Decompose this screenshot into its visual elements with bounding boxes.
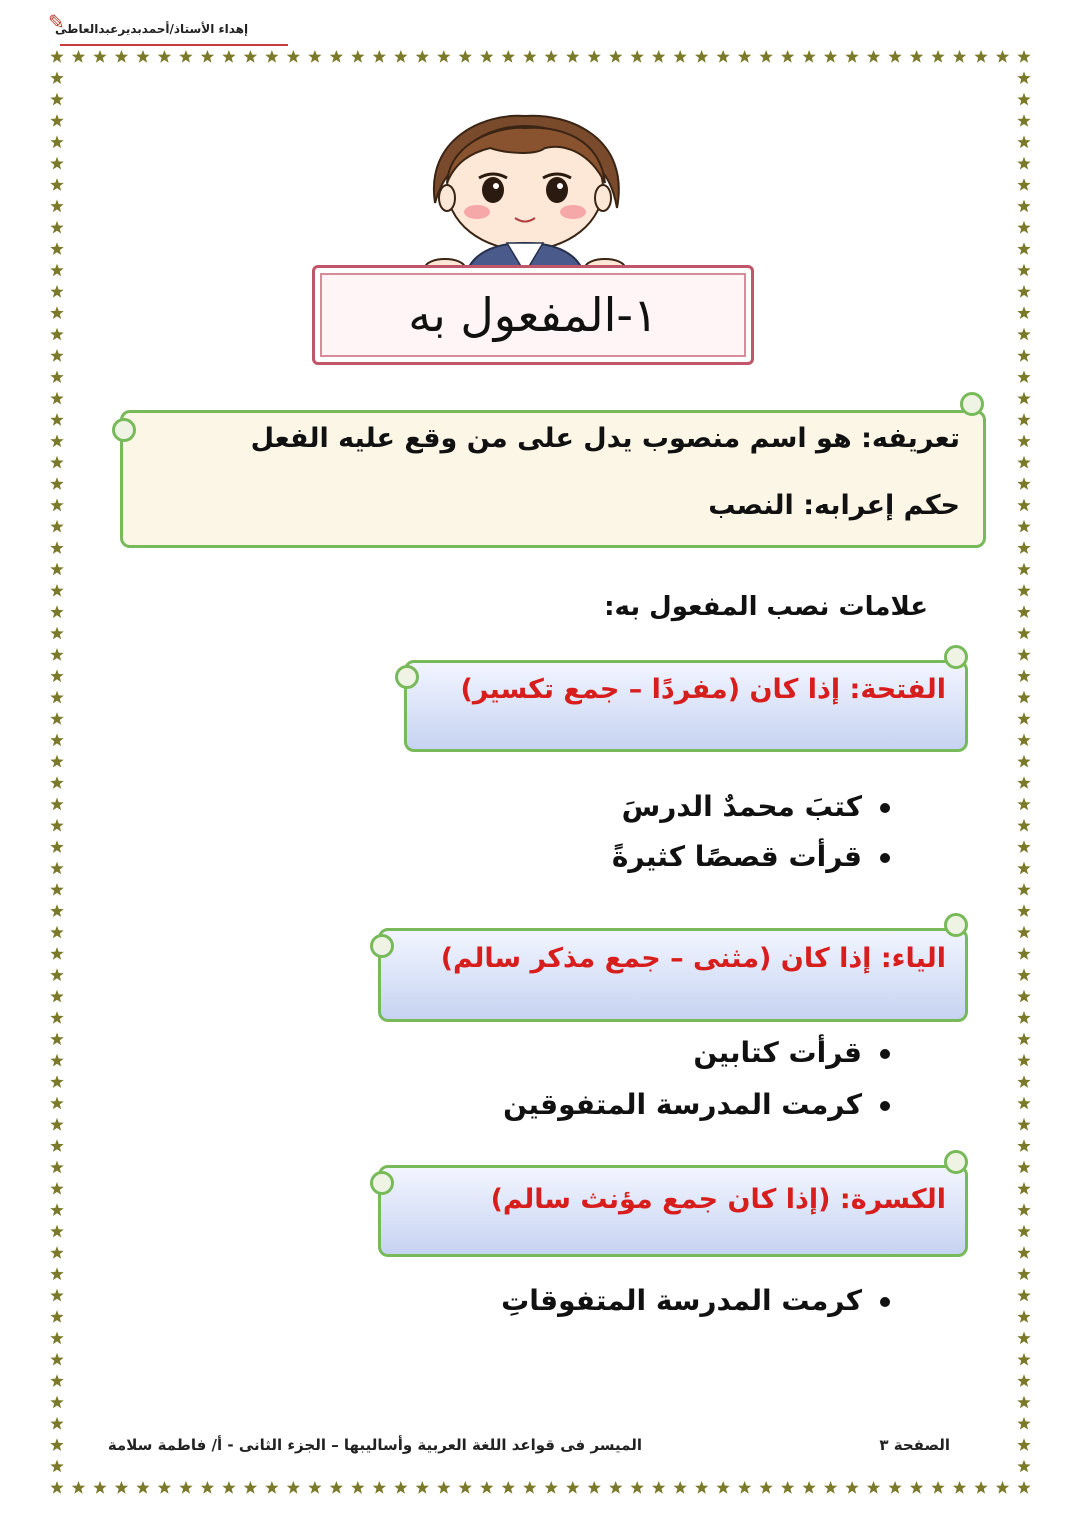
border-star-icon	[115, 50, 128, 63]
border-star-icon	[1017, 200, 1030, 213]
border-star-icon	[265, 1481, 278, 1494]
border-star-icon	[50, 392, 63, 405]
border-star-icon	[308, 1481, 321, 1494]
border-star-icon	[1017, 135, 1030, 148]
border-star-icon	[1017, 1054, 1030, 1067]
border-star-icon	[244, 1481, 257, 1494]
border-star-icon	[566, 50, 579, 63]
pencil-icon: ✎	[48, 10, 65, 34]
border-star-icon	[910, 50, 923, 63]
border-star-icon	[631, 50, 644, 63]
border-star-icon	[50, 1460, 63, 1473]
border-star-icon	[1017, 221, 1030, 234]
border-star-icon	[1017, 114, 1030, 127]
border-star-icon	[50, 135, 63, 148]
border-star-icon	[50, 1182, 63, 1195]
scroll-curl-icon	[112, 418, 136, 442]
border-star-icon	[50, 1310, 63, 1323]
example-item: قرأت كتابين	[693, 1036, 890, 1069]
border-star-icon	[523, 50, 536, 63]
border-star-icon	[523, 1481, 536, 1494]
border-star-icon	[953, 50, 966, 63]
border-star-icon	[760, 50, 773, 63]
border-star-icon	[652, 50, 665, 63]
border-star-icon	[1017, 926, 1030, 939]
border-star-icon	[1017, 392, 1030, 405]
border-star-icon	[50, 1033, 63, 1046]
border-star-icon	[1017, 370, 1030, 383]
border-star-icon	[50, 584, 63, 597]
border-star-icon	[996, 50, 1009, 63]
border-star-icon	[50, 605, 63, 618]
border-star-icon	[1017, 712, 1030, 725]
border-star-icon	[566, 1481, 579, 1494]
border-star-icon	[50, 242, 63, 255]
border-star-icon	[1017, 1182, 1030, 1195]
ruling-line: حكم إعرابه: النصب	[708, 490, 960, 521]
border-star-icon	[287, 1481, 300, 1494]
border-star-icon	[50, 499, 63, 512]
header-credit: إهداء الأستاذ/أحمدبديرعبدالعاطى	[55, 22, 249, 36]
rule-text: الكسرة: (إذا كان جمع مؤنث سالم)	[490, 1184, 946, 1215]
border-star-icon	[1017, 584, 1030, 597]
border-star-icon	[1017, 541, 1030, 554]
border-star-icon	[1017, 1033, 1030, 1046]
border-star-icon	[330, 1481, 343, 1494]
border-star-icon	[1017, 264, 1030, 277]
border-star-icon	[1017, 734, 1030, 747]
border-star-icon	[1017, 50, 1030, 63]
border-star-icon	[50, 926, 63, 939]
border-star-icon	[1017, 691, 1030, 704]
border-star-icon	[717, 1481, 730, 1494]
border-star-icon	[845, 50, 858, 63]
border-star-icon	[1017, 1097, 1030, 1110]
border-star-icon	[1017, 627, 1030, 640]
border-star-icon	[50, 349, 63, 362]
border-star-icon	[760, 1481, 773, 1494]
border-star-icon	[781, 50, 794, 63]
border-star-icon	[50, 1417, 63, 1430]
border-star-icon	[1017, 1011, 1030, 1024]
border-star-icon	[1017, 242, 1030, 255]
border-star-icon	[50, 1353, 63, 1366]
border-star-icon	[1017, 349, 1030, 362]
border-star-icon	[437, 1481, 450, 1494]
border-star-icon	[931, 1481, 944, 1494]
border-star-icon	[1017, 1460, 1030, 1473]
border-star-icon	[502, 1481, 515, 1494]
border-star-icon	[136, 50, 149, 63]
border-star-icon	[222, 50, 235, 63]
scroll-curl-icon	[944, 1150, 968, 1174]
border-star-icon	[1017, 1353, 1030, 1366]
border-star-icon	[1017, 798, 1030, 811]
border-star-icon	[1017, 434, 1030, 447]
border-star-icon	[50, 563, 63, 576]
border-star-icon	[50, 178, 63, 191]
border-star-icon	[1017, 1161, 1030, 1174]
border-star-icon	[158, 50, 171, 63]
border-star-icon	[738, 1481, 751, 1494]
page-number: الصفحة ٣	[879, 1436, 950, 1454]
border-star-icon	[888, 50, 901, 63]
example-item: كتبَ محمدٌ الدرسَ	[622, 790, 890, 823]
border-star-icon	[480, 1481, 493, 1494]
border-star-icon	[265, 50, 278, 63]
border-star-icon	[1017, 883, 1030, 896]
border-star-icon	[974, 50, 987, 63]
border-star-icon	[1017, 499, 1030, 512]
border-star-icon	[50, 798, 63, 811]
border-star-icon	[1017, 840, 1030, 853]
border-star-icon	[330, 50, 343, 63]
example-item: كرمت المدرسة المتفوقاتِ	[501, 1284, 890, 1317]
rule-text: الياء: إذا كان (مثنى – جمع مذكر سالم)	[440, 943, 946, 974]
border-star-icon	[459, 1481, 472, 1494]
border-star-icon	[738, 50, 751, 63]
border-star-icon	[803, 50, 816, 63]
scroll-curl-icon	[944, 913, 968, 937]
border-star-icon	[373, 1481, 386, 1494]
border-star-icon	[717, 50, 730, 63]
border-star-icon	[1017, 1118, 1030, 1131]
border-star-icon	[1017, 413, 1030, 426]
border-star-icon	[1017, 306, 1030, 319]
border-star-icon	[695, 50, 708, 63]
border-star-icon	[50, 1203, 63, 1216]
border-star-icon	[50, 1246, 63, 1259]
teacher-illustration-icon	[395, 108, 655, 278]
border-star-icon	[974, 1481, 987, 1494]
border-star-icon	[1017, 1332, 1030, 1345]
border-star-icon	[50, 1139, 63, 1152]
border-star-icon	[1017, 1289, 1030, 1302]
border-star-icon	[845, 1481, 858, 1494]
border-star-icon	[50, 1396, 63, 1409]
border-star-icon	[50, 306, 63, 319]
border-star-icon	[373, 50, 386, 63]
border-star-icon	[50, 1225, 63, 1238]
border-star-icon	[50, 627, 63, 640]
border-star-icon	[674, 1481, 687, 1494]
border-star-icon	[136, 1481, 149, 1494]
border-star-icon	[1017, 477, 1030, 490]
definition-line: تعريفه: هو اسم منصوب يدل على من وقع عليه الفعل	[250, 423, 960, 454]
border-star-icon	[502, 50, 515, 63]
border-star-icon	[1017, 1481, 1030, 1494]
border-star-icon	[50, 520, 63, 533]
border-star-icon	[1017, 157, 1030, 170]
border-star-icon	[480, 50, 493, 63]
border-star-icon	[1017, 178, 1030, 191]
border-star-icon	[50, 691, 63, 704]
border-star-icon	[50, 1481, 63, 1494]
border-star-icon	[50, 990, 63, 1003]
border-star-icon	[115, 1481, 128, 1494]
border-star-icon	[1017, 755, 1030, 768]
border-star-icon	[1017, 1139, 1030, 1152]
border-star-icon	[867, 50, 880, 63]
border-star-icon	[72, 1481, 85, 1494]
example-item: قرأت قصصًا كثيرةً	[612, 840, 890, 873]
border-star-icon	[50, 840, 63, 853]
border-star-icon	[50, 755, 63, 768]
border-star-icon	[50, 71, 63, 84]
border-star-icon	[996, 1481, 1009, 1494]
example-item: كرمت المدرسة المتفوقين	[503, 1088, 890, 1121]
border-star-icon	[588, 50, 601, 63]
border-star-icon	[609, 1481, 622, 1494]
border-star-icon	[50, 862, 63, 875]
border-star-icon	[50, 1267, 63, 1280]
border-star-icon	[50, 1289, 63, 1302]
border-star-icon	[50, 883, 63, 896]
scroll-curl-icon	[395, 665, 419, 689]
border-star-icon	[50, 1332, 63, 1345]
border-star-icon	[545, 50, 558, 63]
border-star-icon	[416, 1481, 429, 1494]
border-star-icon	[50, 285, 63, 298]
scroll-curl-icon	[944, 645, 968, 669]
border-star-icon	[1017, 563, 1030, 576]
border-star-icon	[50, 968, 63, 981]
border-star-icon	[1017, 968, 1030, 981]
border-star-icon	[50, 114, 63, 127]
border-star-icon	[50, 434, 63, 447]
border-star-icon	[459, 50, 472, 63]
border-star-icon	[50, 157, 63, 170]
border-star-icon	[50, 734, 63, 747]
border-star-icon	[93, 50, 106, 63]
border-star-icon	[588, 1481, 601, 1494]
border-star-icon	[50, 1011, 63, 1024]
border-star-icon	[50, 413, 63, 426]
border-star-icon	[888, 1481, 901, 1494]
border-star-icon	[674, 50, 687, 63]
border-star-icon	[50, 93, 63, 106]
border-star-icon	[50, 477, 63, 490]
border-star-icon	[1017, 947, 1030, 960]
border-star-icon	[201, 50, 214, 63]
border-star-icon	[50, 669, 63, 682]
border-star-icon	[1017, 862, 1030, 875]
border-star-icon	[1017, 285, 1030, 298]
border-star-icon	[1017, 71, 1030, 84]
border-star-icon	[1017, 1310, 1030, 1323]
border-star-icon	[1017, 1396, 1030, 1409]
border-star-icon	[652, 1481, 665, 1494]
border-star-icon	[1017, 1203, 1030, 1216]
border-star-icon	[351, 1481, 364, 1494]
border-star-icon	[179, 1481, 192, 1494]
border-star-icon	[50, 264, 63, 277]
border-star-icon	[1017, 93, 1030, 106]
border-star-icon	[1017, 1438, 1030, 1451]
border-star-icon	[867, 1481, 880, 1494]
border-star-icon	[50, 200, 63, 213]
border-star-icon	[93, 1481, 106, 1494]
border-star-icon	[1017, 1417, 1030, 1430]
border-star-icon	[50, 648, 63, 661]
book-title-footer: الميسر فى قواعد اللغة العربية وأساليبها – الجزء الثانى - أ/ فاطمة سلامة	[107, 1436, 642, 1454]
border-star-icon	[824, 1481, 837, 1494]
border-star-icon	[803, 1481, 816, 1494]
border-star-icon	[158, 1481, 171, 1494]
border-star-icon	[695, 1481, 708, 1494]
border-star-icon	[50, 328, 63, 341]
border-star-icon	[953, 1481, 966, 1494]
border-star-icon	[179, 50, 192, 63]
border-star-icon	[50, 456, 63, 469]
border-star-icon	[1017, 819, 1030, 832]
border-star-icon	[244, 50, 257, 63]
border-star-icon	[394, 50, 407, 63]
border-star-icon	[50, 541, 63, 554]
border-star-icon	[1017, 776, 1030, 789]
border-star-icon	[50, 50, 63, 63]
rule-text: الفتحة: إذا كان (مفردًا – جمع تكسير)	[460, 674, 946, 705]
border-star-icon	[308, 50, 321, 63]
border-star-icon	[50, 1097, 63, 1110]
border-star-icon	[50, 1118, 63, 1131]
border-star-icon	[824, 50, 837, 63]
border-star-icon	[609, 50, 622, 63]
border-star-icon	[1017, 520, 1030, 533]
border-star-icon	[1017, 1246, 1030, 1259]
border-star-icon	[50, 904, 63, 917]
border-star-icon	[1017, 648, 1030, 661]
border-star-icon	[781, 1481, 794, 1494]
border-star-icon	[50, 1075, 63, 1088]
border-star-icon	[631, 1481, 644, 1494]
border-star-icon	[394, 1481, 407, 1494]
border-star-icon	[1017, 904, 1030, 917]
scroll-curl-icon	[960, 392, 984, 416]
border-star-icon	[351, 50, 364, 63]
border-star-icon	[1017, 1075, 1030, 1088]
border-star-icon	[50, 1161, 63, 1174]
border-star-icon	[1017, 669, 1030, 682]
border-star-icon	[1017, 1374, 1030, 1387]
border-star-icon	[1017, 328, 1030, 341]
border-star-icon	[50, 776, 63, 789]
border-star-icon	[910, 1481, 923, 1494]
border-star-icon	[1017, 456, 1030, 469]
border-star-icon	[1017, 1225, 1030, 1238]
signs-heading: علامات نصب المفعول به:	[604, 592, 928, 622]
border-star-icon	[931, 50, 944, 63]
border-star-icon	[50, 712, 63, 725]
border-star-icon	[201, 1481, 214, 1494]
border-star-icon	[50, 1054, 63, 1067]
border-star-icon	[416, 50, 429, 63]
border-star-icon	[50, 1438, 63, 1451]
border-star-icon	[545, 1481, 558, 1494]
border-star-icon	[50, 947, 63, 960]
border-star-icon	[1017, 605, 1030, 618]
border-star-icon	[72, 50, 85, 63]
border-star-icon	[50, 819, 63, 832]
border-star-icon	[437, 50, 450, 63]
border-star-icon	[50, 1374, 63, 1387]
page-title: ١-المفعول به	[408, 288, 658, 342]
border-star-icon	[222, 1481, 235, 1494]
border-star-icon	[50, 221, 63, 234]
border-star-icon	[50, 370, 63, 383]
border-star-icon	[1017, 1267, 1030, 1280]
border-star-icon	[1017, 990, 1030, 1003]
border-star-icon	[287, 50, 300, 63]
